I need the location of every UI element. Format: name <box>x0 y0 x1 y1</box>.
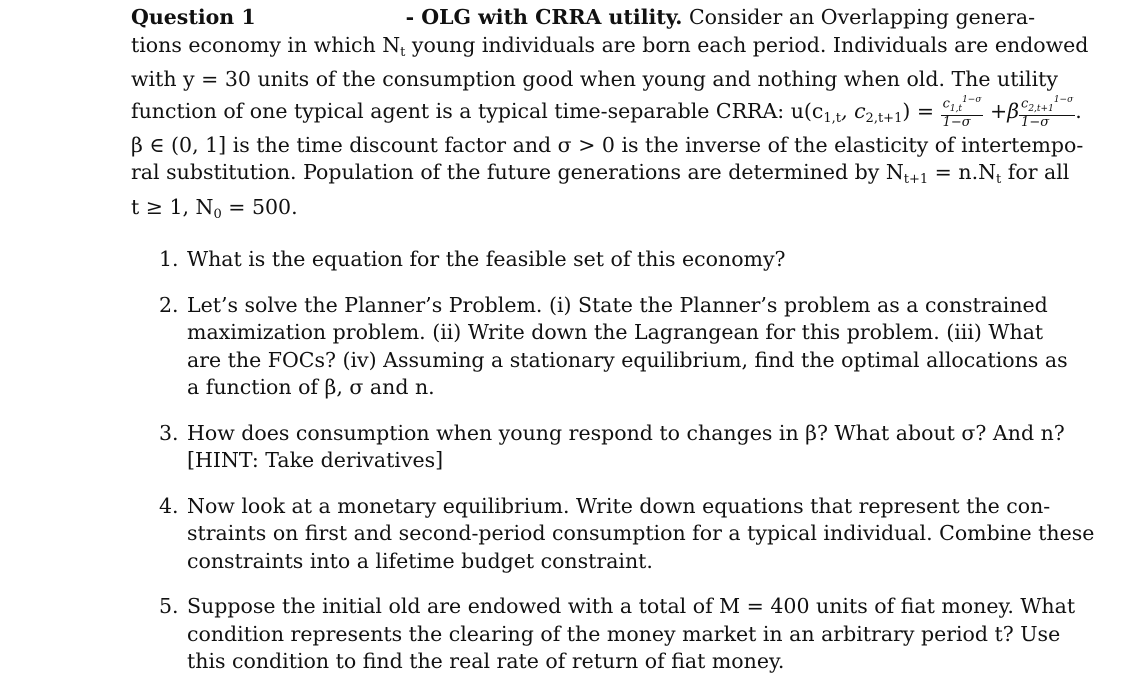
intro-text-7: t ≥ 1, N <box>131 194 214 219</box>
intro-text-6b: = n.N <box>928 160 997 185</box>
intro-text-6c: for all <box>1001 160 1070 185</box>
question-item <box>159 493 1095 576</box>
intro-text-7b: = 500. <box>221 194 298 219</box>
question-item <box>159 420 1065 475</box>
utility-fraction-2: $\frac{c_{2,t+1}^{1-\sigma}}{1-\sigma}$ <box>1021 94 1074 131</box>
item-line: What is the equation for the feasible set of this economy? <box>187 247 786 272</box>
item-line: constraints into a lifetime budget constraint. <box>187 548 653 573</box>
question-title: - OLG with CRRA utility. <box>405 5 683 29</box>
item-line: Suppose the initial old are endowed with a total of M = 400 units of fiat money. What <box>187 594 1076 619</box>
item-line: How does consumption when young respond to changes in β? What about σ? And n? <box>187 420 1065 445</box>
item-number: 2. <box>159 292 179 317</box>
intro-text-2b: young individuals are born each period. Individuals are endowed <box>405 32 1089 57</box>
intro-line-3 <box>131 66 1058 94</box>
intro-text-1: Consider an Overlapping genera- <box>688 5 1036 29</box>
item-line: [HINT: Take derivatives] <box>187 448 444 473</box>
question-items <box>131 246 1095 676</box>
intro-line-7: t ≥ 1, $N_0 = 500$. <box>131 194 298 222</box>
item-line: a function of β, σ and n. <box>187 375 435 400</box>
item-line: straints on first and second-period consumption for a typical individual. Combine these <box>187 521 1095 546</box>
question-header-line <box>131 4 1036 32</box>
item-number: 1. <box>159 247 179 272</box>
item-line: maximization problem. (ii) Write down the Lagrangean for this problem. (iii) What <box>187 320 1044 345</box>
item-line: Now look at a monetary equilibrium. Write down equations that represent the con- <box>187 493 1051 518</box>
intro-text-3: with y = 30 units of the consumption good when young and nothing when old. The utility <box>131 67 1058 91</box>
question-label: Question 1 <box>131 5 256 29</box>
question-item <box>159 292 1068 402</box>
intro-text-6: ral substitution. Population of the future generations are determined by N <box>131 160 904 185</box>
question-item <box>159 593 1076 676</box>
document-page <box>131 4 1095 676</box>
item-line: Let’s solve the Planner’s Problem. (i) State the Planner’s problem as a constrained <box>187 292 1048 317</box>
intro-line-6: ral substitution. Population of the future generations are determined by $N_{t+1} = n.N_t$ for all <box>131 160 1070 188</box>
question-item <box>159 246 1021 274</box>
intro-line-2: tions economy in which $N_t$ young individuals are born each period. Individuals are endowed <box>131 32 1089 60</box>
item-number: 5. <box>159 594 179 619</box>
intro-text-2: tions economy in which N <box>131 32 401 57</box>
item-line: are the FOCs? (iv) Assuming a stationary equilibrium, find the optimal allocations as <box>187 347 1068 372</box>
item-number: 3. <box>159 420 179 445</box>
intro-text-5: β ∈ (0, 1] is the time discount factor and σ > 0 is the inverse of the elasticity of intertempo- <box>131 132 1084 157</box>
item-number: 4. <box>159 493 179 518</box>
utility-fraction-1: $\frac{c_{1,t}^{1-\sigma}}{1-\sigma}$ <box>942 94 982 131</box>
intro-line-5 <box>131 132 1084 160</box>
item-line: condition represents the clearing of the money market in an arbitrary period t? Use <box>187 621 1061 646</box>
intro-text-4: function of one typical agent is a typical time-separable CRRA: u(c <box>131 98 824 123</box>
intro-line-4: function of one typical agent is a typical time-separable CRRA: $u(c_{1,t}$, $c_{2,t+1}$) = $\frac{c_{1,t}^{1-\sigma}}{1-\sigma}$ +β $\frac{c_{2,t+1}^{1-\sigma}}{1-\sigma}$ . <box>131 94 1082 131</box>
item-line: this condition to find the real rate of return of fiat money. <box>187 649 785 674</box>
